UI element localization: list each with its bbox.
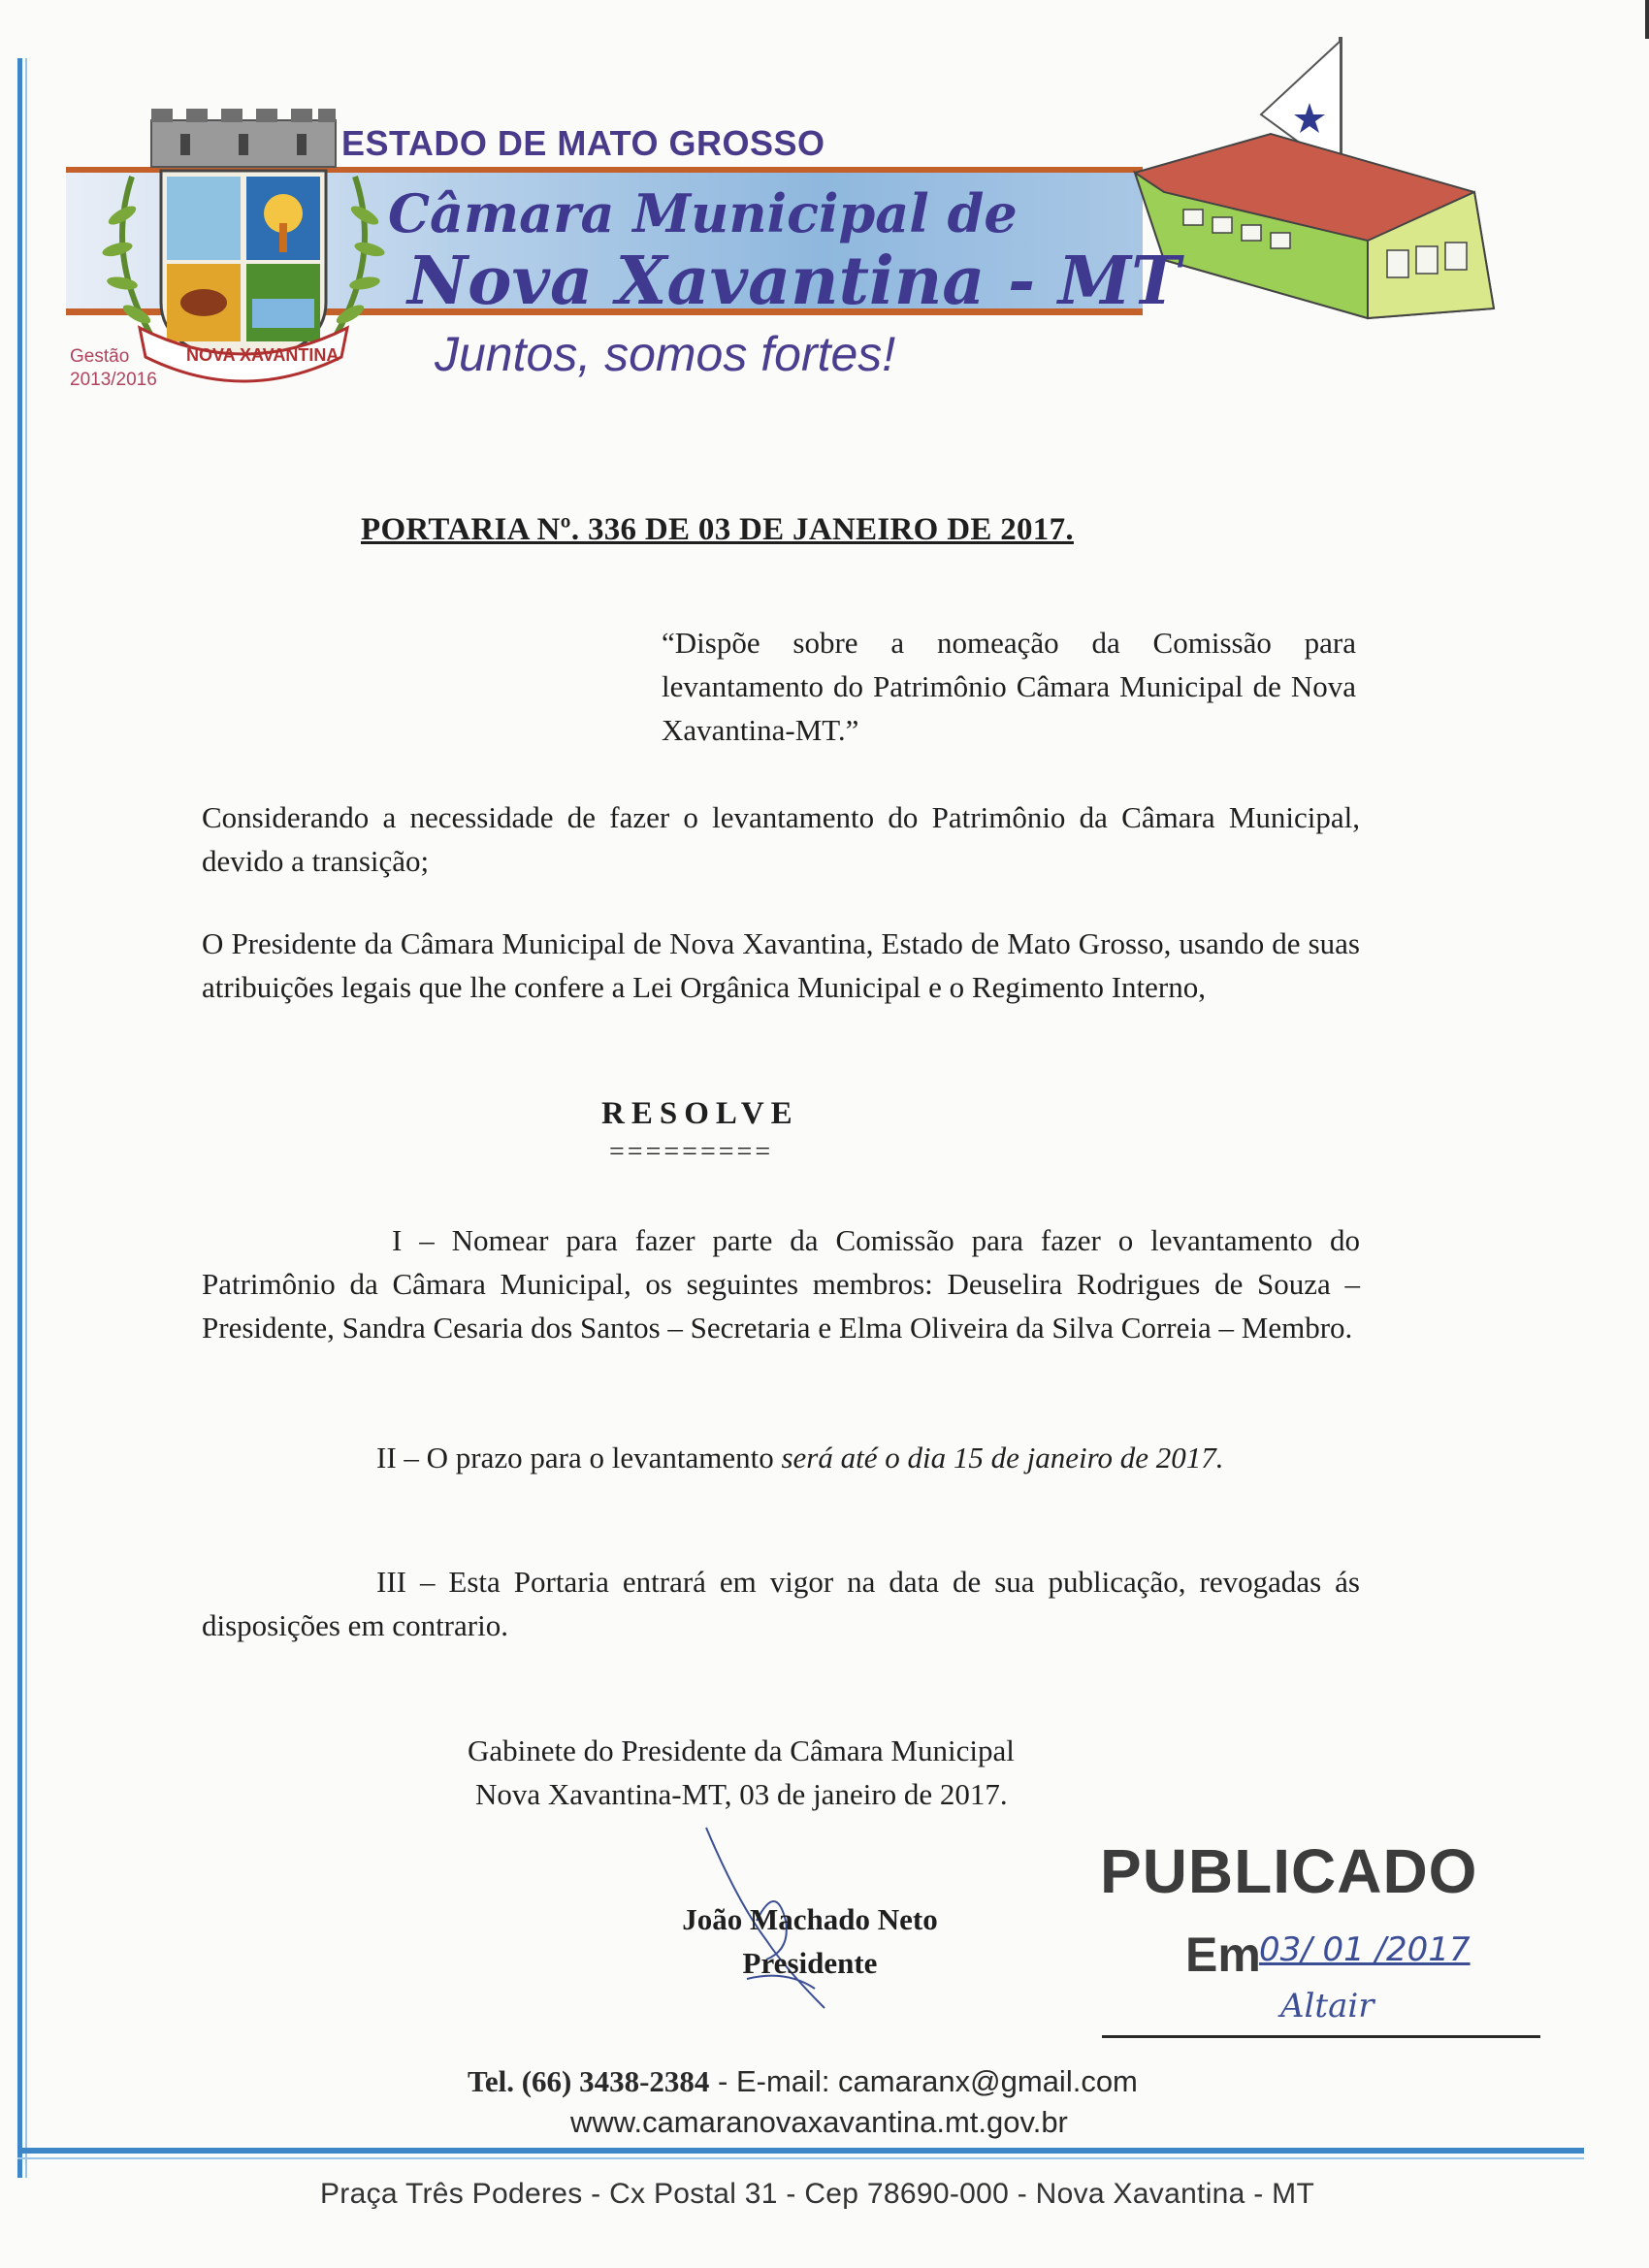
article-2-deadline: será até o dia 15 de janeiro de 2017.	[781, 1441, 1224, 1474]
preamble-paragraph: O Presidente da Câmara Municipal de Nova Xavantina, Estado de Mato Grosso, usando de suas atribuições legais que lhe confere a Lei Orgânica Municipal e o Regimento Interno,	[202, 926, 1360, 1004]
gestao-label: Gestão	[70, 346, 130, 367]
header-chamber-name: Câmara Municipal de	[388, 182, 1018, 244]
footer-website: www.camaranovaxavantina.mt.gov.br	[570, 2105, 1068, 2139]
stamp-line	[1102, 2035, 1540, 2038]
signer-role: Presidente	[742, 1946, 878, 1980]
publicado-stamp: PUBLICADO	[1100, 1836, 1478, 1906]
page-border-bottom	[17, 2148, 1584, 2154]
article-3	[202, 1560, 1360, 1647]
article-3-text: III – Esta Portaria entrará em vigor na data de sua publicação, revogadas ás disposições em contrario.	[202, 1565, 1360, 1642]
considerando-paragraph: Considerando a necessidade de fazer o levantamento do Patrimônio da Câmara Municipal, devido a transição;	[202, 800, 1360, 878]
footer-email: - E-mail: camaranx@gmail.com	[709, 2064, 1138, 2098]
article-1-text: I – Nomear para fazer parte da Comissão para fazer o levantamento do Patrimônio da Câmara Municipal, os seguintes membros: Deuselira Rodrigues de Souza – Presidente, Sandra Cesaria dos Santos – Secretaria e Elma Oliveira da Silva Correia – Membro.	[202, 1223, 1360, 1345]
footer-address: Praça Três Poderes - Cx Postal 31 - Cep 78690-000 - Nova Xavantina - MT	[320, 2178, 1315, 2210]
stamp-initials: Altair	[1280, 1987, 1374, 2025]
header-city-name: Nova Xavantina - MT	[407, 243, 1180, 320]
article-1	[202, 1218, 1360, 1349]
signer-block	[650, 1897, 970, 1985]
page-border-left-inner	[25, 58, 27, 2178]
stamp-date: 03/ 01 /2017	[1259, 1930, 1471, 1969]
resolve-underline: =========	[609, 1137, 774, 1167]
header-slogan: Juntos, somos fortes!	[435, 327, 896, 381]
gestao-period: 2013/2016	[70, 370, 157, 390]
date-line: Nova Xavantina-MT, 03 de janeiro de 2017.	[475, 1777, 1008, 1811]
document-ementa: “Dispõe sobre a nomeação da Comissão para levantamento do Patrimônio Câmara Municipal de Nova Xavantina-MT.”	[662, 626, 1356, 747]
closing-block	[468, 1729, 1015, 1816]
crest-ribbon-text: NOVA XAVANTINA	[186, 345, 340, 365]
header-gestao	[70, 345, 157, 392]
scan-edge	[1645, 0, 1649, 39]
resolve-heading: RESOLVE	[601, 1096, 799, 1131]
document-title: PORTARIA Nº. 336 DE 03 DE JANEIRO DE 2017.	[361, 512, 1074, 547]
footer-contact	[468, 2064, 1138, 2099]
gabinete-line: Gabinete do Presidente da Câmara Municipal	[468, 1733, 1015, 1767]
chamber-building-icon	[1125, 27, 1513, 328]
page-border-left	[17, 58, 22, 2178]
footer-phone: Tel. (66) 3438-2384	[468, 2064, 710, 2098]
stamp-em-label: Em	[1185, 1928, 1261, 1982]
article-2	[202, 1436, 1360, 1479]
article-2-text: II – O prazo para o levantamento	[376, 1441, 782, 1474]
page-border-bottom-inner	[17, 2157, 1584, 2159]
header-state-name: ESTADO DE MATO GROSSO	[341, 123, 825, 163]
signer-name: João Machado Neto	[682, 1902, 938, 1936]
